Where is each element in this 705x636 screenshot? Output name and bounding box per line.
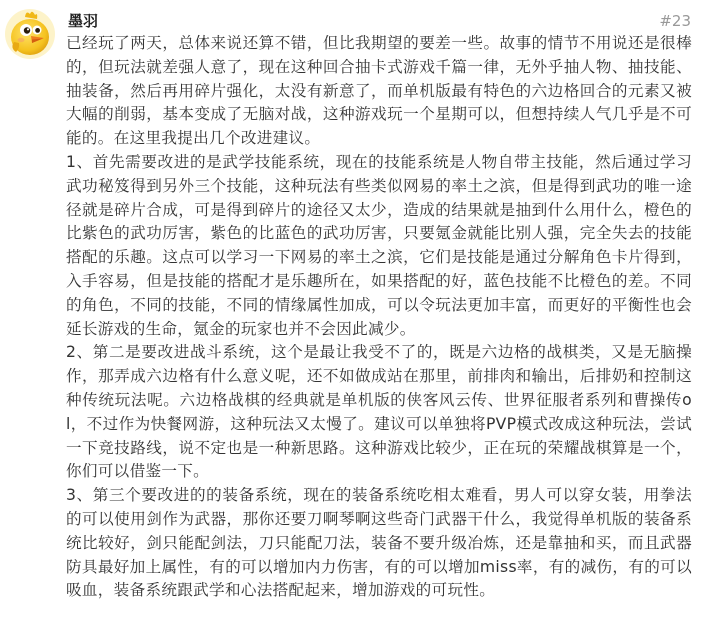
- post-content: [66, 32, 692, 603]
- post-paragraph-equipment: 3、第三个要改进的的装备系统，现在的装备系统吃相太难看，男人可以穿女装，用拳法的可以使用剑作为武器，那你还要刀啊琴啊这些奇门武器干什么，我觉得单机版的装备系统比较好，剑只能配剑法，刀只能配刀法，装备不要升级冶炼，还是靠抽和买，而且武器防具最好加上属性，有的可以增加内力伤害，有的可以增加miss率，有的减伤，有的可以吸血，装备系统跟武学和心法搭配起来，增加游戏的可玩性。: [66, 486, 692, 600]
- floor-number: #23: [659, 12, 691, 30]
- post-paragraph-intro: 已经玩了两天，总体来说还算不错，但比我期望的要差一些。故事的情节不用说还是很棒的，但玩法就差强人意了，现在这种回合抽卡式游戏千篇一律，无外乎抽人物、抽技能、抽装备，然后再用碎片强化，太没有新意了，而单机版最有特色的六边格回合的元素又被大幅的削弱，基本变成了无脑对战，这种游戏玩一个星期可以，但想持续人气几乎是不可能的。在这里我提出几个改进建议。: [66, 34, 692, 148]
- yellow-chick-icon: [4, 8, 56, 60]
- post-paragraph-combat: 2、第二是要改进战斗系统，这个是最让我受不了的，既是六边格的战棋类，又是无脑操作，那弄成六边格有什么意义呢，还不如做成站在那里，前排肉和输出，后排奶和控制这种传统玩法呢。六边格战棋的经典就是单机版的侠客风云传、世界征服者系列和曹操传ol，不过作为快餐网游，这种玩法又太慢了。建议可以单独将PVP模式改成这种玩法，尝试一下竞技路线，说不定也是一种新思路。这种游戏比较少，正在玩的荣耀战棋算是一个，你们可以借鉴一下。: [66, 343, 692, 481]
- avatar[interactable]: [4, 8, 56, 60]
- post-paragraph-skills: 1、首先需要改进的是武学技能系统，现在的技能系统是人物自带主技能，然后通过学习武功秘笈得到另外三个技能，这种玩法有些类似网易的率土之滨，但是得到武功的唯一途径就是碎片合成，可是得到碎片的途径又太少，造成的结果就是抽到什么用什么，橙色的比紫色的武功厉害，紫色的比蓝色的武功厉害，只要氪金就能比别人强，完全失去的技能搭配的乐趣。这点可以学习一下网易的率土之滨，它们是技能是通过分解角色卡片得到，入手容易，但是技能的搭配才是乐趣所在，如果搭配的好，蓝色技能不比橙色的差。不同的角色，不同的技能，不同的情缘属性加成，可以令玩法更加丰富，而更好的平衡性也会延长游戏的生命，氪金的玩家也并不会因此减少。: [66, 152, 692, 338]
- username[interactable]: 墨羽: [68, 12, 99, 30]
